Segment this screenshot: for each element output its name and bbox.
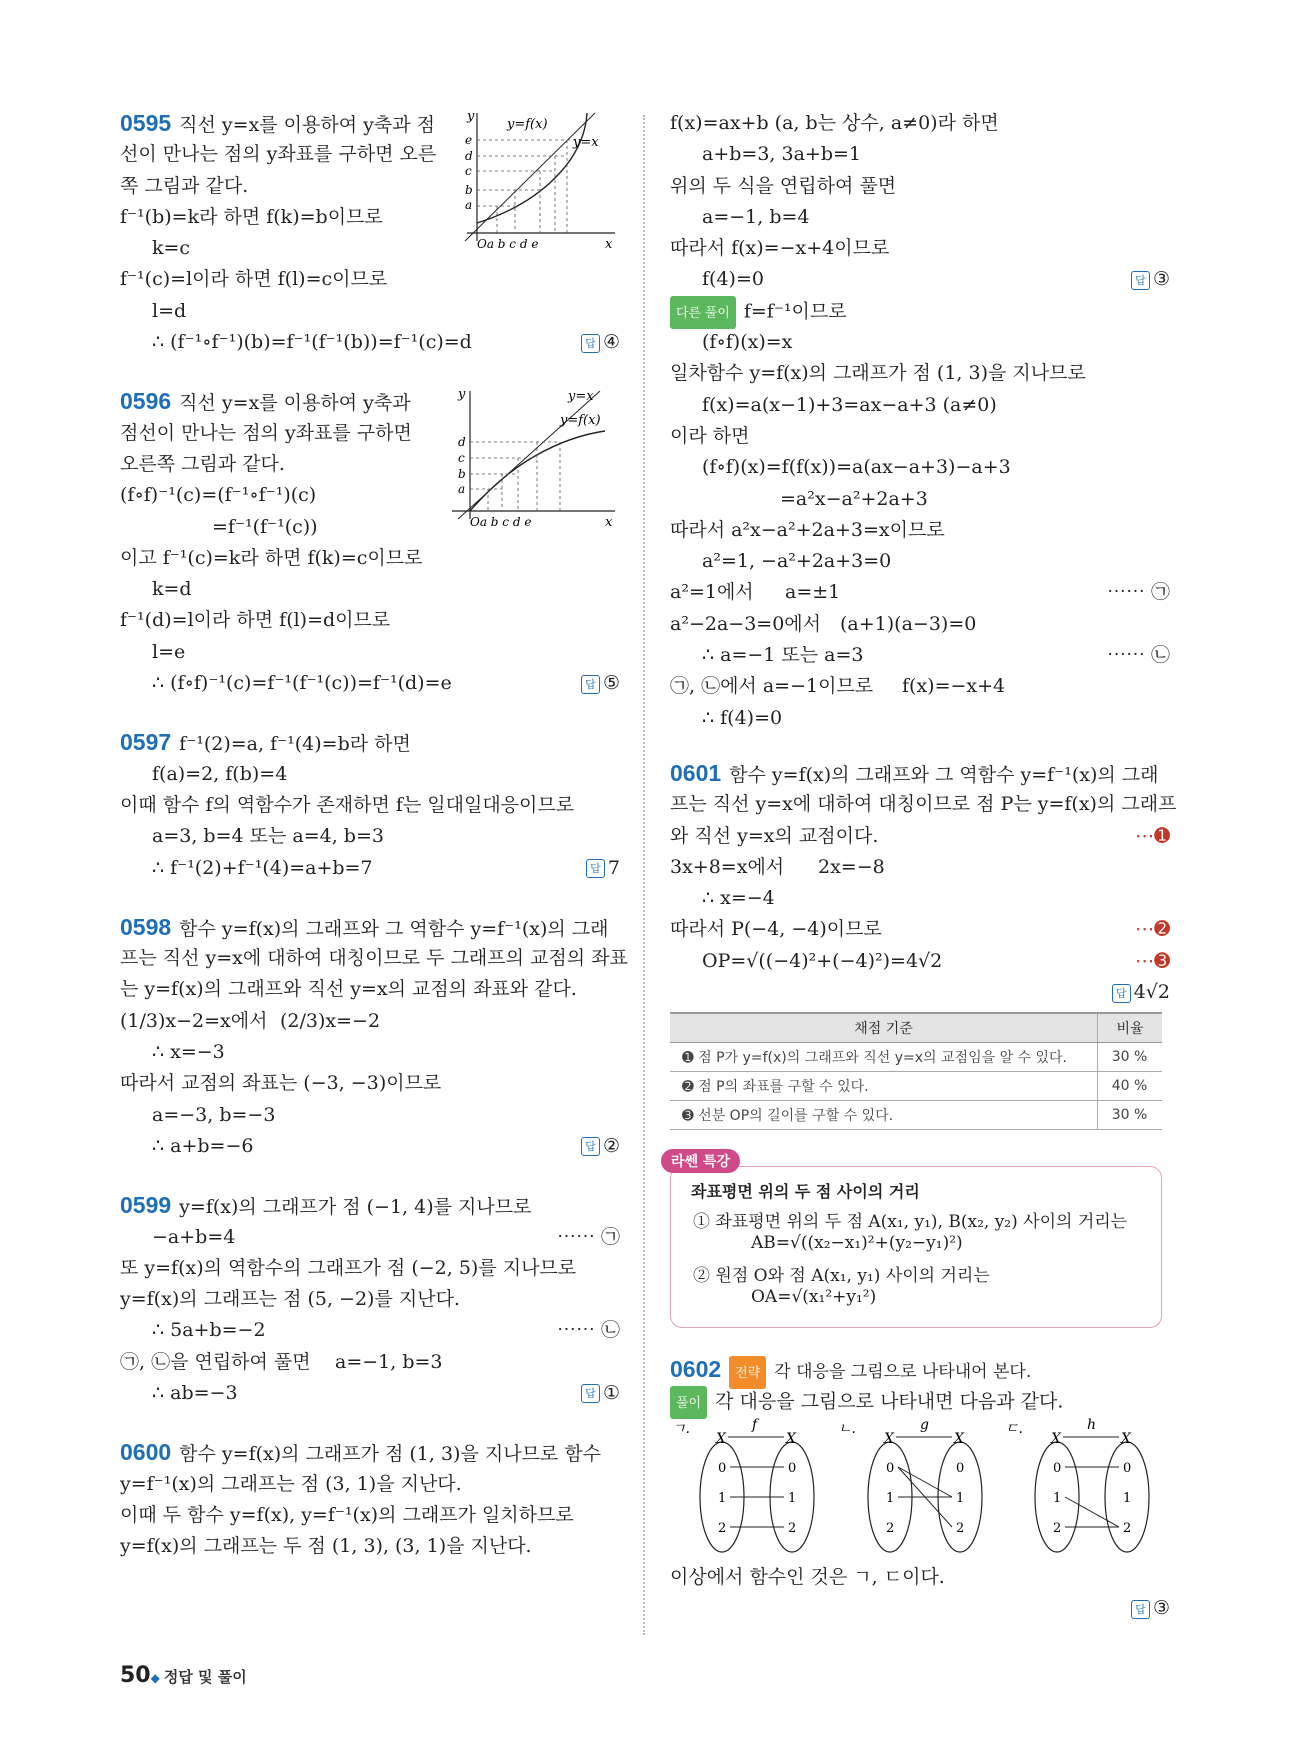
element-label: 0 xyxy=(788,1460,797,1476)
right-column xyxy=(670,108,1177,1625)
column-divider xyxy=(643,115,645,1635)
svg-text:c: c xyxy=(458,451,465,466)
answer-0596: 답 ⑤ xyxy=(581,668,620,699)
svg-text:Oa b c d e: Oa b c d e xyxy=(477,237,539,251)
step-marker-3: ⋯➌ xyxy=(1135,949,1170,972)
answer-0599: 답 ① xyxy=(581,1378,620,1409)
svg-text:Oa b c d e: Oa b c d e xyxy=(470,515,532,530)
function-label: g xyxy=(920,1416,929,1433)
problem-0600-cont: f(x)=ax+b (a, b는 상수, a≠0)라 하면 a+b=3, 3a+b=1 위의 두 식을 연립하여 풀면 a=−1, b=4 따라서 f(x)=−x+4이므로 f(4)=0 답 ③ 다른 풀이 f=f⁻¹이므로 (f∘f)(x)=x 일차함수 y=f(x)의 그래프가 점 (1, 3)을 지나므로 f(x)=a(x−1)+3=ax−a+3 (a≠0) 이라 하면 (f∘f)(x)=f(f(x))=a(ax−a+3)−a+3 =a²x−a²+2a+3 따라서 a²x−a²+2a+3=x이므로 a²=1, −a²+2a+3=0 a²=1에서 a=±1 ⋯⋯ ㉠ a²−2a−3=0에서 (a+1)(a−3)=0 ∴ a=−1 또는 a=3 ⋯⋯ ㉡ ㉠, ㉡에서 a=−1이므로 f(x)=−x+4 ∴ f(4)=0 xyxy=(670,112,1170,729)
problem-0600: 0600 함수 y=f(x)의 그래프가 점 (1, 3)을 지나므로 함수 y=f⁻¹(x)의 그래프는 점 (3, 1)을 지난다. 이때 두 함수 y=f(x), y=f⁻¹(x)의 그래프가 일치하므로 y=f(x)의 그래프는 두 점 (1, 3), (3, 1)을 지난다. xyxy=(120,1439,602,1558)
step-marker-1: ⋯➊ xyxy=(1135,824,1170,847)
page-footer: 50◆ 정답 및 풀이 xyxy=(120,1663,247,1688)
svg-text:d: d xyxy=(458,435,466,450)
element-label: 2 xyxy=(886,1520,895,1536)
element-label: 1 xyxy=(1123,1490,1132,1506)
set-label: X xyxy=(1121,1430,1131,1447)
svg-text:a: a xyxy=(458,482,466,497)
set-label: X xyxy=(954,1430,964,1447)
x-axis-label: x xyxy=(605,237,613,252)
table-row: ➌ 선분 OP의 길이를 구할 수 있다. 30 % xyxy=(670,1101,1162,1130)
lesson-title: 라쎈 특강 xyxy=(661,1149,740,1173)
answer-0597: 답 7 xyxy=(586,853,620,884)
element-label: 2 xyxy=(1123,1520,1132,1536)
answer-0601: 답 4√2 xyxy=(1112,977,1170,1008)
element-label: 2 xyxy=(788,1520,797,1536)
problem-0599: 0599 y=f(x)의 그래프가 점 (−1, 4)를 지나므로 −a+b=4 ⋯⋯ ㉠ 또 y=f(x)의 역함수의 그래프가 점 (−2, 5)를 지나므로 y=f(x)의 그래프는 점 (5, −2)를 지난다. ∴ 5a+b=−2 ⋯⋯ ㉡ ㉠, ㉡을 연립하여 풀면 a=−1, b=3 ∴ ab=−3 답 ① xyxy=(120,1190,620,1409)
svg-text:c: c xyxy=(465,164,472,178)
element-label: 2 xyxy=(1053,1520,1062,1536)
line-label: y=x xyxy=(573,135,599,150)
answer-0602: 답 ③ xyxy=(1131,1593,1170,1624)
svg-text:b: b xyxy=(458,467,466,482)
element-label: 0 xyxy=(956,1460,965,1476)
element-label: 0 xyxy=(1123,1460,1132,1476)
function-label: f xyxy=(752,1416,758,1433)
svg-text:ㄷ.: ㄷ. xyxy=(1005,1420,1023,1437)
answer-0600: 답 ③ xyxy=(1131,264,1170,295)
lesson-box: 라쎈 특강 좌표평면 위의 두 점 사이의 거리 ① 좌표평면 위의 두 점 A(x₁, y₁), B(x₂, y₂) 사이의 거리는 AB=√((x₂−x₁)²+(y₂−y₁)²) ② 원점 O와 점 A(x₁, y₁) 사이의 거리는 OA=√(x₁²+y₁²) xyxy=(670,1166,1162,1328)
svg-text:ㄱ.: ㄱ. xyxy=(672,1420,690,1437)
solution-tag: 풀이 xyxy=(670,1386,707,1419)
problem-0597: 0597 f⁻¹(2)=a, f⁻¹(4)=b라 하면 f(a)=2, f(b)=4 이때 함수 f의 역함수가 존재하면 f는 일대일대응이므로 a=3, b=4 또는 a=4, b=3 ∴ f⁻¹(2)+f⁻¹(4)=a+b=7 답 7 xyxy=(120,727,620,883)
element-label: 0 xyxy=(1053,1460,1062,1476)
problem-0602: 0602 전략 각 대응을 그림으로 나타내어 본다. 풀이 각 대응을 그림으로 나타내면 다음과 같다. ㄱ. ㄴ. ㄷ. X X f 0 0 1 1 2 2 X X g 0 0 1 1 2 2 X X h 0 0 1 1 2 2 이상에서 함수인 것은 ㄱ, ㄷ이다. 답 ③ xyxy=(670,1354,1170,1624)
svg-text:e: e xyxy=(465,133,473,147)
element-label: 1 xyxy=(1053,1490,1062,1506)
graph-0596 xyxy=(440,386,620,531)
function-label: h xyxy=(1087,1416,1097,1433)
element-label: 1 xyxy=(956,1490,965,1506)
set-label: X xyxy=(1051,1430,1061,1447)
answer-0598: 답 ② xyxy=(581,1131,620,1162)
grading-table: 채점 기준 비율 ➊ 점 P가 y=f(x)의 그래프와 직선 y=x의 교점임을 알 수 있다. 30 % ➋ 점 P의 좌표를 구할 수 있다. 40 % ➌ 선분 OP의 길이를 구할 수 있다. 30 % xyxy=(670,1012,1162,1130)
set-label: X xyxy=(884,1430,894,1447)
set-label: X xyxy=(786,1430,796,1447)
svg-text:b: b xyxy=(465,183,473,197)
svg-text:y=x: y=x xyxy=(568,389,594,405)
mapping-diagrams xyxy=(670,1417,1170,1557)
element-label: 0 xyxy=(886,1460,895,1476)
strategy-tag: 전략 xyxy=(729,1356,766,1389)
table-row: ➋ 점 P의 좌표를 구할 수 있다. 40 % xyxy=(670,1072,1162,1101)
alt-solution-tag: 다른 풀이 xyxy=(670,296,736,329)
answer-0595: 답 ④ xyxy=(581,327,620,358)
element-label: 1 xyxy=(886,1490,895,1506)
problem-number: 0595 xyxy=(120,110,172,136)
svg-text:x: x xyxy=(605,515,613,531)
svg-text:y=f(x): y=f(x) xyxy=(560,413,601,429)
y-axis-label: y xyxy=(467,109,475,124)
element-label: 2 xyxy=(956,1520,965,1536)
element-label: 0 xyxy=(718,1460,727,1476)
curve-label: y=f(x) xyxy=(507,117,548,132)
element-label: 1 xyxy=(718,1490,727,1506)
svg-text:ㄴ.: ㄴ. xyxy=(838,1420,856,1437)
problem-0598: 0598 함수 y=f(x)의 그래프와 그 역함수 y=f⁻¹(x)의 그래 프는 직선 y=x에 대하여 대칭이므로 두 그래프의 교점의 좌표 는 y=f(x)의 그래프와 직선 y=x의 교점의 좌표와 같다. (1/3)x−2=x에서 (2/3)x=−2 ∴ x=−3 따라서 교점의 좌표는 (−3, −3)이므로 a=−3, b=−3 ∴ a+b=−6 답 ② xyxy=(120,912,620,1162)
element-label: 2 xyxy=(718,1520,727,1536)
left-column xyxy=(120,108,628,1562)
graph-0595 xyxy=(455,108,620,252)
svg-text:y: y xyxy=(458,387,466,403)
mapping-arrow xyxy=(898,1467,952,1497)
page-number: 50 xyxy=(120,1663,151,1688)
problem-0596: 0596 직선 y=x를 이용하여 y축과 점선이 만나는 점의 y좌표를 구하면 오른쪽 그림과 같다. (f∘f)⁻¹(c)=(f⁻¹∘f⁻¹)(c) =f⁻¹(f⁻¹(c)) 이고 f⁻¹(c)=k라 하면 f(k)=c이므로 k=d f⁻¹(d)=l이라 하면 f(l)=d이므로 l=e ∴ (f∘f)⁻¹(c)=f⁻¹(f⁻¹(c))=f⁻¹(d)=e 답 ⑤ y x y=x y=f(x) d c b a Oa b c d e xyxy=(120,386,620,699)
set-label: X xyxy=(716,1430,726,1447)
problem-0601: 0601 함수 y=f(x)의 그래프와 그 역함수 y=f⁻¹(x)의 그래 프는 직선 y=x에 대하여 대칭이므로 점 P는 y=f(x)의 그래프 와 직선 y=x의 교점이다. ⋯➊ 3x+8=x에서 2x=−8 ∴ x=−4 따라서 P(−4, −4)이므로 ⋯➋ OP=√((−4)²+(−4)²)=4√2 ⋯➌ 답 4√2 채점 기준 비율 ➊ 점 P가 y=f(x)의 그래프와 직선 y=x의 교점임을 알 수 있다. 30 % ➋ 점 P의 좌표를 구할 수 있다. 40 % ➌ 선분 OP의 길이를 구할 수 있다. 30 % xyxy=(670,758,1170,1130)
mapping-arrow xyxy=(1065,1497,1119,1527)
svg-text:a: a xyxy=(465,198,473,212)
table-row: ➊ 점 P가 y=f(x)의 그래프와 직선 y=x의 교점임을 알 수 있다. 30 % xyxy=(670,1043,1162,1072)
svg-text:d: d xyxy=(465,149,473,163)
element-label: 1 xyxy=(788,1490,797,1506)
step-marker-2: ⋯➋ xyxy=(1135,918,1170,941)
answer-icon: 답 xyxy=(581,334,600,353)
problem-0595: 0595 직선 y=x를 이용하여 y축과 점 선이 만나는 점의 y좌표를 구하면 오른 쪽 그림과 같다. f⁻¹(b)=k라 하면 f(k)=b이므로 k=c f⁻¹(c)=l이라 하면 f(l)=c이므로 l=d ∴ (f⁻¹∘f⁻¹)(b)=f⁻¹(f⁻¹(b))=f⁻¹(c)=d 답 ④ y x y=f(x) y=x e d c b a Oa b c d e xyxy=(120,108,620,358)
